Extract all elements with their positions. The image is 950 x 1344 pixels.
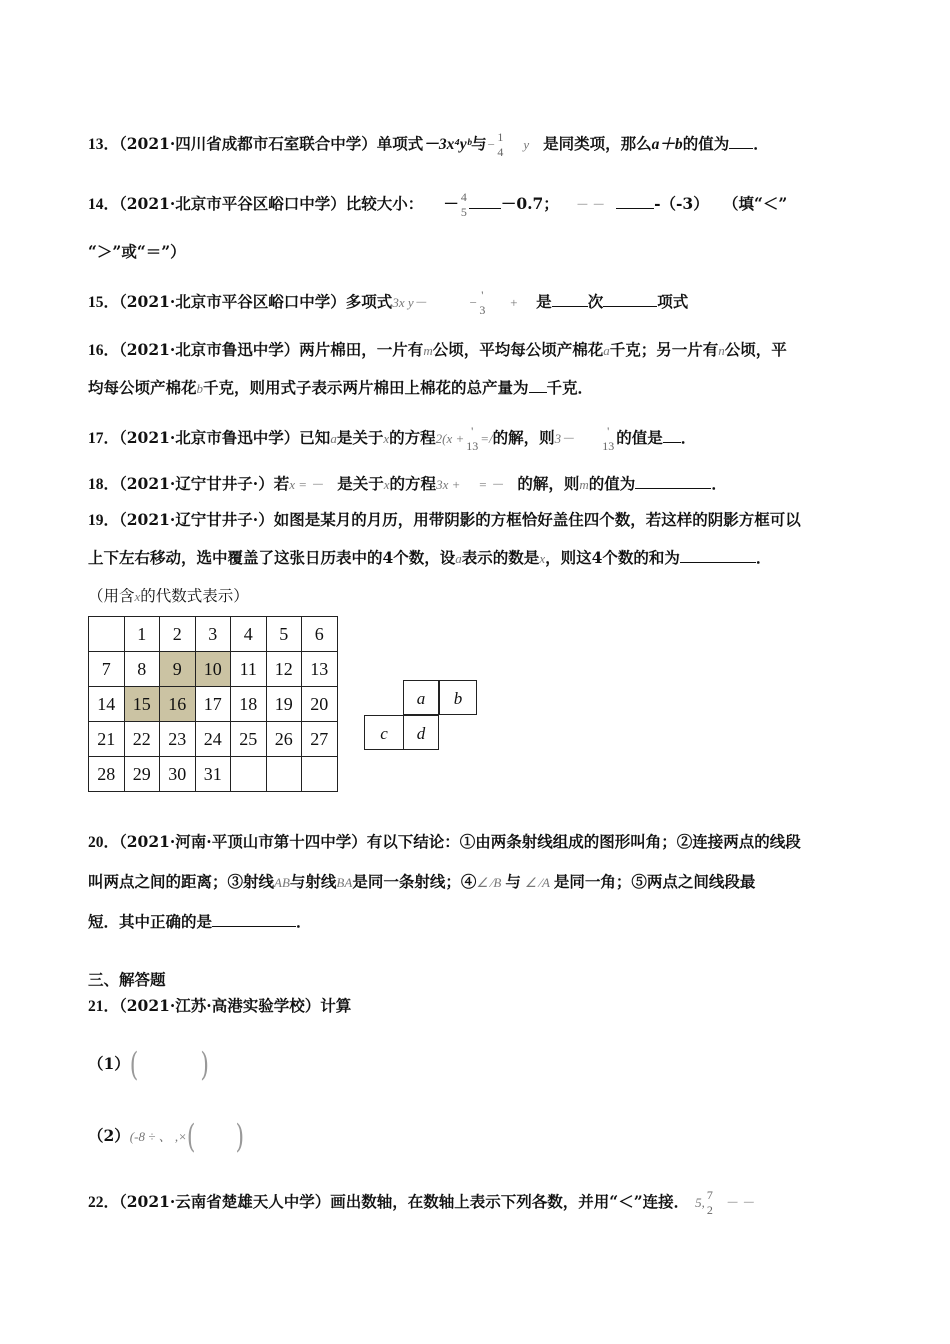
q14-blank-1[interactable] <box>469 194 501 209</box>
q20-text: （2021·河南·平顶山市第十四中学）有以下结论：①由两条射线组成的图形叫角；②连接两点的线段 <box>119 832 801 851</box>
q14-expr: － － <box>574 197 605 212</box>
q18-text2: 的方程 <box>389 474 437 493</box>
q14-minus: － <box>443 194 459 213</box>
q17-text4: 的值是 <box>616 428 663 447</box>
q18-x-value: x = － <box>289 477 324 492</box>
q17-eq-right: / <box>489 431 493 446</box>
question-21-part1: （1）( ) <box>88 1046 209 1084</box>
calendar-cell: 4 <box>231 617 267 652</box>
q15-text: 是 <box>536 292 552 311</box>
q19-hint-x: x <box>134 589 141 604</box>
q17-source: （2021·北京市鲁迅中学）已知 <box>119 428 331 447</box>
q17-text2: 的方程 <box>389 428 436 447</box>
calendar-cell <box>231 757 267 792</box>
q16-text5: 千克，则用式子表示两片棉田上棉花的总产量为 <box>203 378 529 397</box>
calendar-cell <box>302 757 338 792</box>
calendar-cell: 5 <box>266 617 302 652</box>
q17-eq-sign: = <box>480 431 490 446</box>
q21-number: 21． <box>88 998 120 1015</box>
calendar-cell: 20 <box>302 687 338 722</box>
q18-end: ． <box>711 474 727 493</box>
calendar-cell: 3 <box>195 617 231 652</box>
q15-polynomial: 3x y－ <box>392 295 427 310</box>
q14-source: （2021·北京市平谷区峪口中学）比较大小： <box>119 194 424 213</box>
calendar-cell: 31 <box>195 757 231 792</box>
q15-blank-1[interactable] <box>552 292 588 307</box>
calendar-cell: 30 <box>160 757 196 792</box>
calendar-cell: 14 <box>89 687 125 722</box>
calendar-cell: 8 <box>124 652 160 687</box>
calendar-cell: 26 <box>266 722 302 757</box>
calendar-cell: 25 <box>231 722 267 757</box>
q19-a: a <box>455 551 462 566</box>
q18-text: 是关于 <box>337 474 384 493</box>
q18-source: （2021·辽宁甘井子·）若 <box>119 474 290 493</box>
q16-text4: 均每公顷产棉花 <box>88 378 197 397</box>
calendar-cell: 16 <box>160 687 196 722</box>
q21-part2-label: （2） <box>88 1126 130 1145</box>
q17-text: 是关于 <box>336 428 384 447</box>
q22-text: （2021·云南省楚雄天人中学）画出数轴，在数轴上表示下列各数，并用“＜”连接． <box>119 1192 690 1211</box>
q20-text5: 与 <box>505 872 521 891</box>
q19-number: 19． <box>88 512 120 529</box>
q16-text3: 公顷，平 <box>724 340 787 359</box>
q17-a: a <box>330 431 337 446</box>
q19-text2: 表示的数是 <box>461 548 540 567</box>
question-19-hint <box>88 584 249 606</box>
question-20-cont <box>88 870 755 892</box>
q21-text: （2021·江苏·高港实验学校）计算 <box>119 996 352 1015</box>
q16-text: 公顷，平均每公顷产棉花 <box>432 340 604 359</box>
q20-text4: 是同一条射线；④ <box>352 872 477 891</box>
q14-blank-2[interactable] <box>616 194 654 209</box>
q17-eq-left: 2(x + <box>435 431 465 446</box>
q16-source: （2021·北京市鲁迅中学）两片棉田，一片有 <box>119 340 424 359</box>
calendar-cell: 1 <box>124 617 160 652</box>
calendar-cell: 17 <box>195 687 231 722</box>
q17-frac1: ' 13 <box>466 424 479 453</box>
q17-number: 17． <box>88 430 120 447</box>
q18-eq-right: = － <box>478 477 504 492</box>
q15-source: （2021·北京市平谷区峪口中学）多项式 <box>119 292 393 311</box>
q15-fraction: ' 3 <box>479 288 486 317</box>
q17-expr: 3－ <box>554 431 575 446</box>
calendar-cell: 27 <box>302 722 338 757</box>
grid-cell-a: a <box>403 680 439 715</box>
q21-part1-label: （1） <box>88 1054 130 1073</box>
calendar-cell: 19 <box>266 687 302 722</box>
q16-a: a <box>603 343 610 358</box>
calendar-row <box>89 757 338 792</box>
question-17 <box>88 424 696 454</box>
q20-text2: 叫两点之间的距离；③射线 <box>88 872 275 891</box>
q18-m: m <box>579 477 589 492</box>
question-18 <box>88 472 727 494</box>
q13-y: y <box>523 137 530 152</box>
calendar-cell <box>266 757 302 792</box>
q18-x: x <box>383 477 390 492</box>
q13-source: （2021·四川省成都市石室联合中学）单项式 <box>119 134 424 153</box>
q19-hint-text2: 的代数式表示） <box>140 587 249 605</box>
q18-answer-blank[interactable] <box>635 474 711 489</box>
q19-hint-text: （用含 <box>88 587 135 605</box>
question-21-part2: （2）(-8 ÷ 、 ,×( ) <box>88 1118 245 1156</box>
q20-angle-2: ∠ ∕A <box>524 875 550 890</box>
calendar-cell: 21 <box>89 722 125 757</box>
calendar-row <box>89 617 338 652</box>
calendar-cell: 18 <box>231 687 267 722</box>
q13-text: 是同类项，那么 <box>543 134 652 153</box>
grid-cell-d: d <box>403 715 439 750</box>
q17-end: ． <box>680 428 697 447</box>
calendar-cell: 12 <box>266 652 302 687</box>
q18-eq-left: 3x + <box>436 477 461 492</box>
q14-text3: （填“＜” <box>730 194 788 213</box>
calendar-cell: 10 <box>195 652 231 687</box>
q20-text6: 是同一角；⑤两点之间线段最 <box>553 872 756 891</box>
q15-blank-2[interactable] <box>603 292 657 307</box>
q16-b: b <box>196 381 204 396</box>
calendar-cell: 24 <box>195 722 231 757</box>
q13-a-plus-b: a＋b <box>651 136 683 153</box>
q18-text4: 的值为 <box>588 474 636 493</box>
calendar-table <box>88 616 338 792</box>
q20-number: 20． <box>88 834 120 851</box>
question-20-cont2 <box>88 910 312 932</box>
q20-end: ． <box>296 912 312 931</box>
grid-cell-b: b <box>439 680 477 715</box>
calendar-cell: 7 <box>89 652 125 687</box>
q20-text7: 短．其中正确的是 <box>88 912 213 931</box>
q17-frac2: ' 13 <box>602 424 615 453</box>
question-20 <box>88 830 801 852</box>
q18-number: 18． <box>88 476 120 493</box>
q13-answer-blank[interactable] <box>729 134 753 149</box>
calendar-cell: 22 <box>124 722 160 757</box>
q14-number: 14． <box>88 196 120 213</box>
q16-text2: 千克；另一片有 <box>609 340 719 359</box>
calendar-row <box>89 722 338 757</box>
question-13: 13．（2021·四川省成都市石室联合中学）单项式－3x⁴yᵇ与− 1 4 y 是同类项，那么a＋b的值为 ． <box>88 130 769 159</box>
q16-n: n <box>718 343 725 358</box>
q14-text: －0.7； <box>500 194 559 213</box>
q19-end: ． <box>755 548 772 567</box>
grid-cell-c: c <box>364 715 404 750</box>
q15-number: 15． <box>88 294 120 311</box>
calendar-cell: 9 <box>160 652 196 687</box>
q17-answer-blank[interactable] <box>663 428 681 443</box>
q16-answer-blank[interactable] <box>529 378 547 393</box>
section-heading: 三、解答题 <box>88 970 166 989</box>
q22-tail: － － <box>724 1195 755 1210</box>
q17-x: x <box>383 431 390 446</box>
q16-text6: 千克． <box>546 378 594 397</box>
q13-number: 13． <box>88 136 120 153</box>
calendar-cell: 28 <box>89 757 125 792</box>
q14-fraction: 4 5 <box>460 190 467 219</box>
q13-end: ． <box>753 134 769 153</box>
q16-number: 16． <box>88 342 120 359</box>
q19-text3: ，则这4个数的和为 <box>545 548 680 567</box>
q20-ray-ba: BA <box>336 875 353 890</box>
calendar-cell: 29 <box>124 757 160 792</box>
question-14 <box>88 190 787 220</box>
calendar-cell: 13 <box>302 652 338 687</box>
q13-with: 与 <box>471 134 487 153</box>
calendar-row <box>89 687 338 722</box>
q13-text2: 的值为 <box>682 134 730 153</box>
q22-fraction: 7 2 <box>706 1188 713 1217</box>
calendar-cell: 15 <box>124 687 160 722</box>
q15-text2: 次 <box>587 292 604 311</box>
q19-source: （2021·辽宁甘井子·）如图是某月的月历，用带阴影的方框恰好盖住四个数，若这样的阴影方框可以 <box>119 510 801 529</box>
q18-text3: 的解，则 <box>517 474 580 493</box>
q14-text2: -（-3） <box>654 194 709 213</box>
calendar-cell: 23 <box>160 722 196 757</box>
question-21 <box>88 994 351 1016</box>
question-19-cont <box>88 546 771 568</box>
calendar-cell: 11 <box>231 652 267 687</box>
calendar-cell: 2 <box>160 617 196 652</box>
calendar-row <box>89 652 338 687</box>
q16-m: m <box>423 343 433 358</box>
q20-text3: 与射线 <box>289 872 337 891</box>
q19-answer-blank[interactable] <box>680 548 756 563</box>
question-19 <box>88 508 801 530</box>
question-16-cont <box>88 376 593 398</box>
q13-fraction: 1 4 <box>497 130 504 159</box>
q15-plus: + <box>509 295 519 310</box>
q19-x: x <box>539 551 546 566</box>
q20-answer-blank[interactable] <box>212 912 296 927</box>
q20-ray-ab: AB <box>274 875 290 890</box>
question-14-cont <box>88 240 186 262</box>
question-22 <box>88 1188 754 1218</box>
question-15: 15．（2021·北京市平谷区峪口中学）多项式3x y－ − ' 3 + 是 次 项式 <box>88 288 689 317</box>
question-16 <box>88 338 787 360</box>
q22-number-5: 5, <box>695 1195 705 1210</box>
q13-monomial: －3x⁴yᵇ <box>423 136 472 153</box>
calendar-cell: 6 <box>302 617 338 652</box>
q17-text3: 的解，则 <box>492 428 555 447</box>
q20-angle-1: ∠ ∕B <box>476 875 502 890</box>
q14-text4: “＞”或“＝”） <box>88 242 186 261</box>
q22-number: 22． <box>88 1194 120 1211</box>
calendar-cell <box>89 617 125 652</box>
q15-text3: 项式 <box>657 292 689 311</box>
q19-text: 上下左右移动，选中覆盖了这张日历表中的4个数，设 <box>88 548 456 567</box>
q21-part2-expr: (-8 ÷ 、 ,× <box>129 1129 187 1144</box>
